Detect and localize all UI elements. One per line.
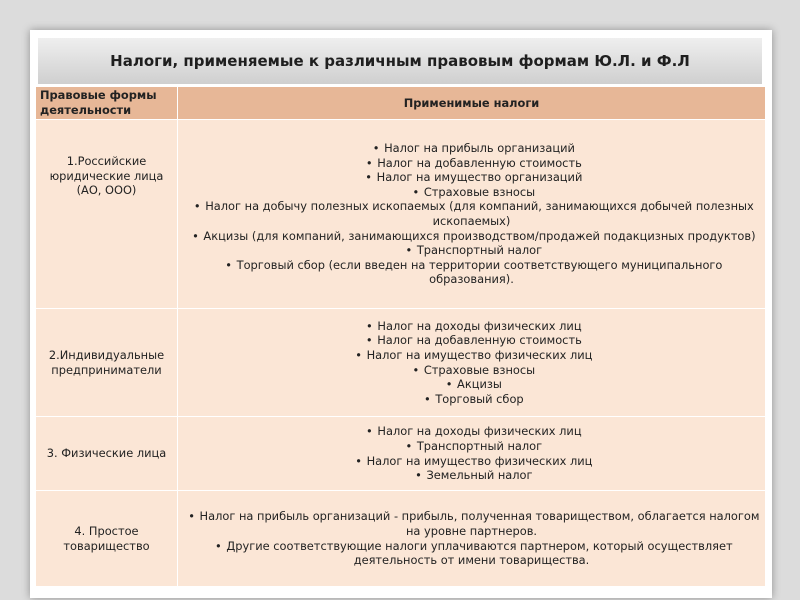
- tax-list: [182, 319, 761, 407]
- tax-item-text: Налог на доходы физических лиц: [377, 318, 582, 333]
- tax-item: [182, 258, 761, 287]
- tax-item-text: Земельный налог: [426, 468, 533, 483]
- bullet-icon: •: [405, 438, 413, 453]
- tax-item-text: Страховые взносы: [423, 184, 536, 199]
- bullet-icon: •: [215, 538, 222, 553]
- row-legal-form: 2.Индивидуальные предприниматели: [36, 309, 178, 417]
- table-header-row: [36, 87, 766, 120]
- row-legal-form: 3. Физические лица: [36, 417, 178, 491]
- tax-item-text: Налог на имущество физических лиц: [366, 347, 593, 362]
- tax-item-text: Налог на добавленную стоимость: [377, 155, 582, 170]
- table-row: [36, 120, 766, 309]
- tax-item: [182, 424, 761, 439]
- tax-item-text: Акцизы (для компаний, занимающихся производством/продажей подакцизных продуктов): [203, 228, 756, 243]
- tax-item: [182, 185, 761, 200]
- tax-item-text: Налог на добавленную стоимость: [377, 333, 582, 348]
- tax-item: [182, 229, 761, 244]
- tax-item: [182, 509, 761, 538]
- tax-item-text: Торговый сбор (если введен на территории соответствующего муниципального образования).: [236, 257, 723, 287]
- tax-item-text: Транспортный налог: [416, 438, 543, 453]
- bullet-icon: •: [355, 453, 362, 468]
- bullet-icon: •: [415, 468, 422, 483]
- page-title: Налоги, применяемые к различным правовым формам Ю.Л. и Ф.Л: [110, 52, 690, 70]
- tax-item: [182, 392, 761, 407]
- table-row: [36, 309, 766, 417]
- row-taxes: [178, 309, 766, 417]
- tax-item-text: Транспортный налог: [416, 243, 543, 258]
- bullet-icon: •: [412, 184, 420, 199]
- tax-item-text: Налог на доходы физических лиц: [377, 424, 582, 439]
- bullet-icon: •: [365, 155, 373, 170]
- tax-item-text: Страховые взносы: [423, 362, 536, 377]
- header-legal-forms: Правовые формы деятельности: [36, 87, 178, 120]
- bullet-icon: •: [365, 333, 373, 348]
- bullet-icon: •: [366, 424, 373, 439]
- bullet-icon: •: [405, 243, 413, 258]
- tax-item: [182, 454, 761, 469]
- tax-item-text: Акцизы: [457, 377, 502, 392]
- bullet-icon: •: [445, 377, 453, 392]
- bullet-icon: •: [412, 362, 420, 377]
- tax-item-text: Налог на добычу полезных ископаемых (для компаний, занимающихся добычей полезных ископаемых): [205, 199, 754, 228]
- bullet-icon: •: [372, 141, 380, 156]
- tax-item: [182, 468, 761, 483]
- table-row: [36, 417, 766, 491]
- bullet-icon: •: [193, 199, 201, 214]
- tax-item: [182, 348, 761, 363]
- bullet-icon: •: [355, 347, 362, 362]
- tax-item-text: Другие соответствующие налоги уплачиваются партнером, который осуществляет деятельность от имени товарищества.: [226, 538, 733, 568]
- tax-item: [182, 319, 761, 334]
- row-legal-form: 1.Российские юридические лица (АО, ООО): [36, 120, 178, 309]
- tax-item-text: Налог на прибыль организаций: [384, 141, 575, 156]
- tax-item: [182, 141, 761, 156]
- header-applicable-taxes: Применимые налоги: [178, 87, 766, 120]
- tax-item-text: Налог на имущество организаций: [376, 170, 583, 185]
- bullet-icon: •: [188, 509, 195, 524]
- tax-item: [182, 377, 761, 392]
- row-taxes: [178, 417, 766, 491]
- tax-item: [182, 539, 761, 568]
- table-row: [36, 491, 766, 587]
- tax-item: [182, 363, 761, 378]
- bullet-icon: •: [366, 318, 373, 333]
- bullet-icon: •: [192, 228, 199, 243]
- row-taxes: [178, 120, 766, 309]
- tax-list: [182, 509, 761, 567]
- tax-item: [182, 199, 761, 228]
- tax-item: [182, 243, 761, 258]
- tax-item-text: Торговый сбор: [435, 391, 524, 406]
- row-legal-form: 4. Простое товарищество: [36, 491, 178, 587]
- row-taxes: [178, 491, 766, 587]
- taxes-table: [35, 86, 766, 587]
- bullet-icon: •: [225, 257, 232, 272]
- tax-list: [182, 141, 761, 287]
- tax-item-text: Налог на имущество физических лиц: [366, 453, 593, 468]
- tax-item: [182, 170, 761, 185]
- title-bar: [38, 38, 762, 84]
- tax-item: [182, 439, 761, 454]
- bullet-icon: •: [365, 170, 372, 185]
- bullet-icon: •: [423, 391, 431, 406]
- tax-item: [182, 156, 761, 171]
- tax-item: [182, 333, 761, 348]
- tax-list: [182, 424, 761, 482]
- tax-item-text: Налог на прибыль организаций - прибыль, полученная товариществом, облагается налогом на уровне партнеров.: [199, 509, 760, 538]
